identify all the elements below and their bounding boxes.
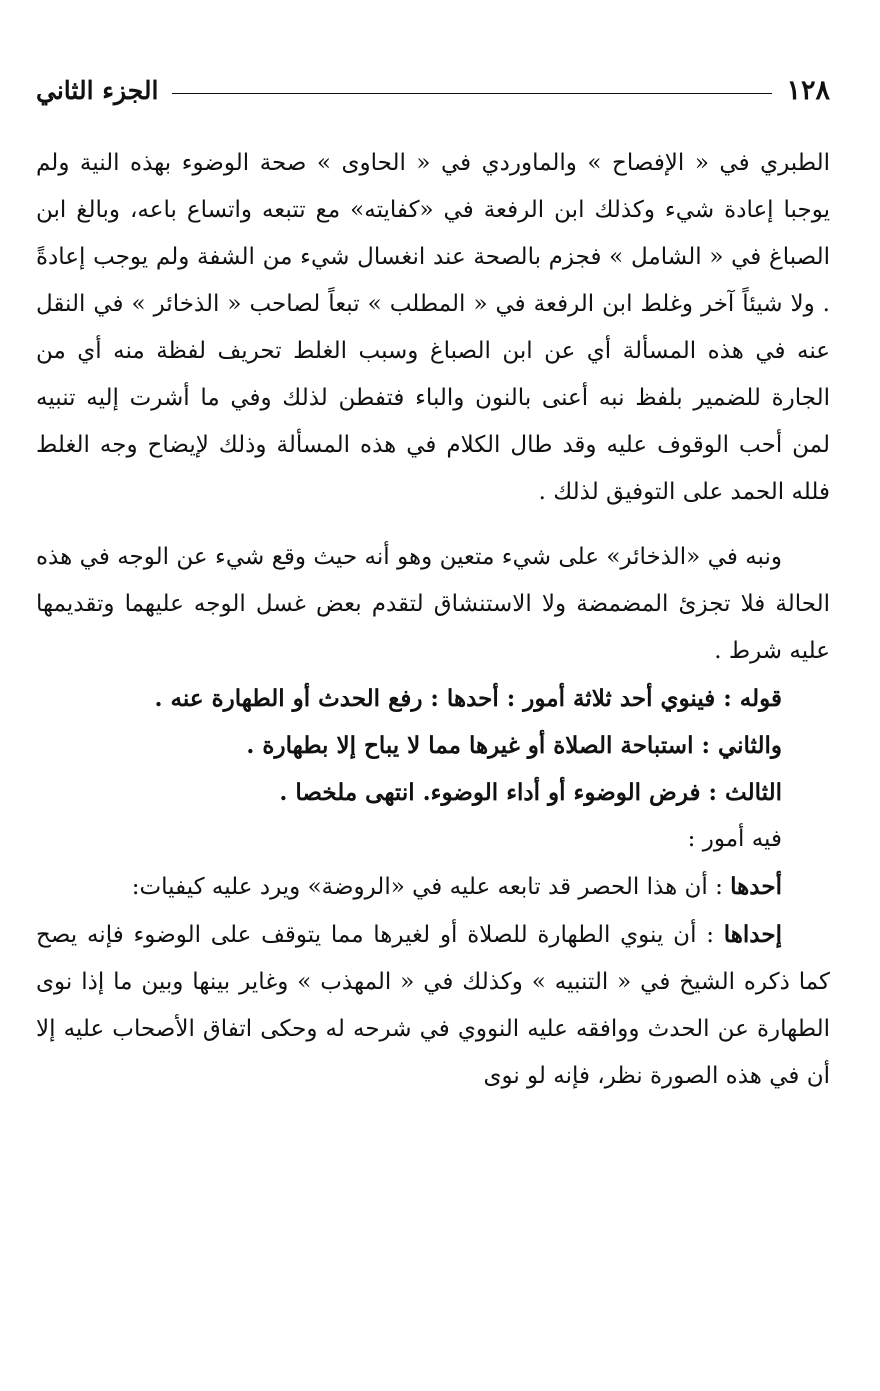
page-number: ١٢٨ [786, 74, 830, 106]
page-body [36, 140, 830, 1100]
paragraph-first-matter [36, 863, 830, 911]
header-rule [172, 93, 772, 94]
quoted-text-first: قوله : فينوي أحد ثلاثة أمور : أحدها : رفع الحدث أو الطهارة عنه . [154, 685, 782, 712]
paragraph-first-manner [36, 911, 830, 1100]
paragraph-dhakhair-note: ونبه في «الذخائر» على شيء متعين وهو أنه حيث وقع شيء عن الوجه في هذه الحالة فلا تجزئ المضمضة ولا الاستنشاق لتقدم بعض غسل الوجه عليهما وتقديمها عليه شرط . [36, 544, 830, 664]
quoted-text-third: الثالث : فرض الوضوء أو أداء الوضوء. انتهى ملخصا . [279, 779, 782, 806]
running-title: الجزء الثاني [36, 75, 159, 105]
first-manner-lead: إحداها [723, 921, 782, 948]
page-header [36, 70, 830, 110]
paragraph-matters-intro: فيه أمور : [687, 826, 782, 852]
first-matter-lead: أحدها [730, 873, 782, 900]
first-matter-text: : أن هذا الحصر قد تابعه عليه في «الروضة» ويرد عليه كيفيات: [131, 874, 731, 900]
paragraph-continuation: الطبري في « الإفصاح » والماوردي في « الحاوى » صحة الوضوء بهذه النية ولم يوجبا إعادة شيء وكذلك ابن الرفعة في «كفايته» مع تتبعه واتساع باعه، وبالغ ابن الصباغ في « الشامل » فجزم بالصحة عند انغسال شيء من الشفة ولم يوجب إعادةً . ولا شيئاً آخر وغلط ابن الرفعة في « المطلب » تبعاً لصاحب « الذخائر » في النقل عنه في هذه المسألة أي عن ابن الصباغ وسبب الغلط تحريف لفظة منه أي من الجارة للضمير بلفظ نبه أعنى بالنون والباء فتفطن لذلك وفي ما أشرت إليه تنبيه لمن أحب الوقوف عليه وقد طال الكلام في هذه المسألة وذلك لإيضاح وجه الغلط فلله الحمد على التوفيق لذلك . [36, 150, 830, 505]
first-manner-text: : أن ينوي الطهارة للصلاة أو لغيرها مما يتوقف على الوضوء فإنه يصح كما ذكره الشيخ في « التنبيه » وكذلك في « المهذب » وغاير بينها وبين ما إذا نوى الطهارة عن الحدث ووافقه عليه النووي في شرحه له وحكى اتفاق الأصحاب عليه إلا أن في هذه الصورة نظر، فإنه لو نوى [36, 922, 830, 1089]
quoted-text-second: والثاني : استباحة الصلاة أو غيرها مما لا يباح إلا بطهارة . [246, 732, 782, 759]
